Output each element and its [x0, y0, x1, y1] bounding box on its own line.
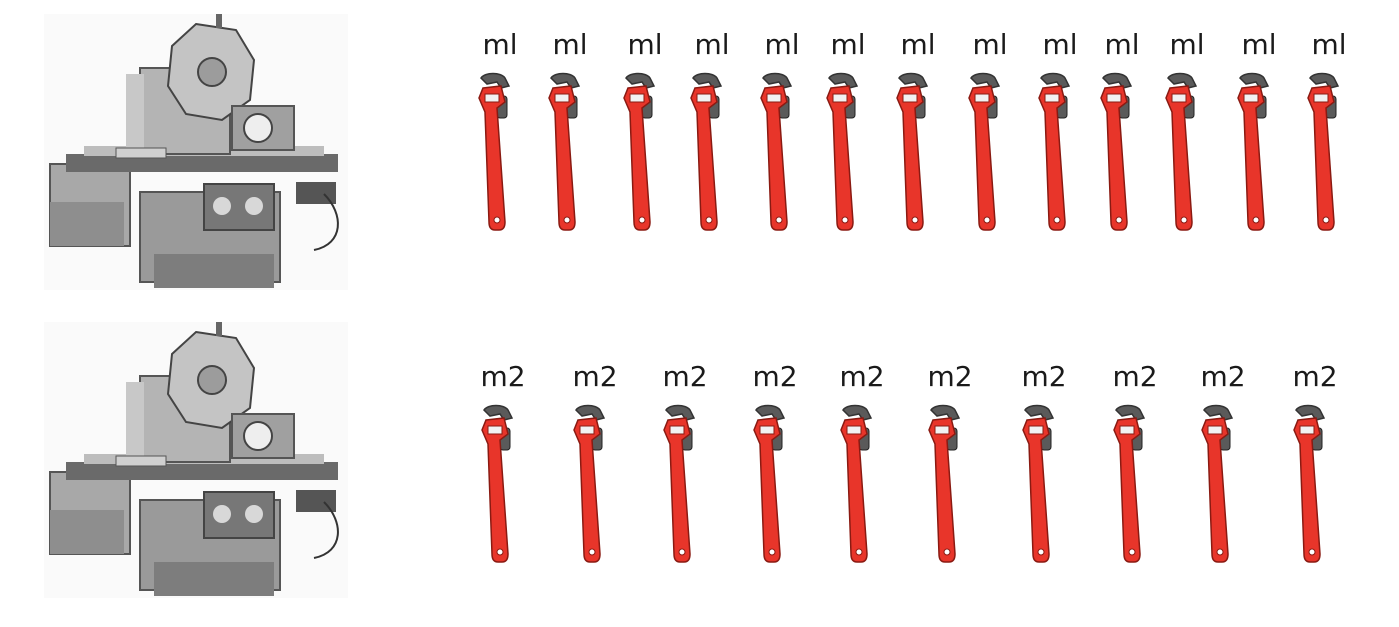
pipe-wrench-icon	[746, 404, 806, 564]
tool-label: ml	[1104, 28, 1140, 61]
tool-label: ml	[482, 28, 518, 61]
tool-label: m2	[752, 360, 798, 393]
tool-row-m1	[0, 30, 1399, 270]
pipe-wrench-icon	[616, 72, 676, 232]
tool-label: ml	[830, 28, 866, 61]
pipe-wrench-icon	[683, 72, 743, 232]
tool-label: ml	[552, 28, 588, 61]
tool-label: m2	[662, 360, 708, 393]
tool-label: m2	[480, 360, 526, 393]
tool-label: ml	[1311, 28, 1347, 61]
pipe-wrench-icon	[889, 72, 949, 232]
pipe-wrench-icon	[1031, 72, 1091, 232]
pipe-wrench-icon	[656, 404, 716, 564]
tool-label: m2	[839, 360, 885, 393]
pipe-wrench-icon	[474, 404, 534, 564]
pipe-wrench-icon	[1230, 72, 1290, 232]
pipe-wrench-icon	[833, 404, 893, 564]
pipe-wrench-icon	[1015, 404, 1075, 564]
tool-label: m2	[1200, 360, 1246, 393]
pipe-wrench-icon	[921, 404, 981, 564]
tool-label: m2	[572, 360, 618, 393]
tool-label: ml	[900, 28, 936, 61]
pipe-wrench-icon	[1286, 404, 1346, 564]
tool-label: ml	[1042, 28, 1078, 61]
tool-label: ml	[972, 28, 1008, 61]
tool-label: ml	[1241, 28, 1277, 61]
pipe-wrench-icon	[961, 72, 1021, 232]
pipe-wrench-icon	[1106, 404, 1166, 564]
tool-label: ml	[694, 28, 730, 61]
pipe-wrench-icon	[1093, 72, 1153, 232]
pipe-wrench-icon	[541, 72, 601, 232]
tool-label: m2	[1112, 360, 1158, 393]
pipe-wrench-icon	[1158, 72, 1218, 232]
tool-row-m2	[0, 362, 1399, 602]
tool-label: m2	[1021, 360, 1067, 393]
pipe-wrench-icon	[1194, 404, 1254, 564]
tool-label: m2	[927, 360, 973, 393]
pipe-wrench-icon	[753, 72, 813, 232]
tool-label: m2	[1292, 360, 1338, 393]
pipe-wrench-icon	[819, 72, 879, 232]
pipe-wrench-icon	[566, 404, 626, 564]
pipe-wrench-icon	[1300, 72, 1360, 232]
tool-label: ml	[627, 28, 663, 61]
pipe-wrench-icon	[471, 72, 531, 232]
tool-label: ml	[764, 28, 800, 61]
tool-label: ml	[1169, 28, 1205, 61]
